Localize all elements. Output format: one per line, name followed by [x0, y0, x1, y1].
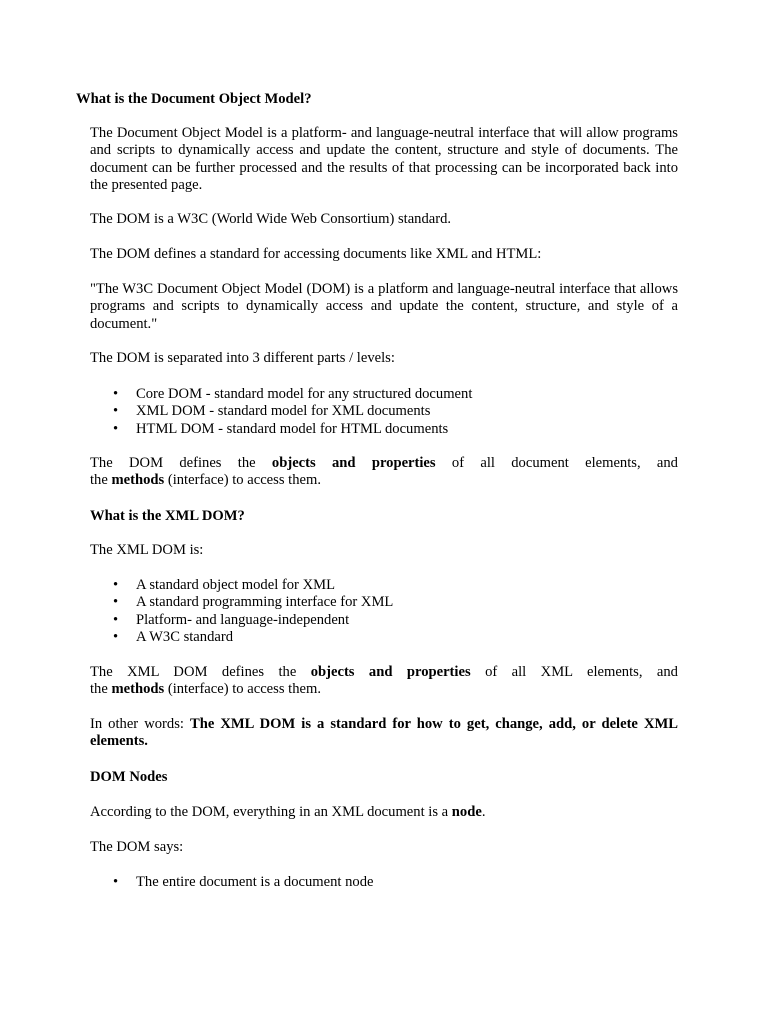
bullet-icon: •	[113, 420, 119, 437]
bullet-icon: •	[113, 403, 119, 420]
list-item: • A W3C standard	[113, 629, 234, 646]
paragraph-everything-node: According to the DOM, everything in an XML document is a node.	[90, 804, 486, 820]
list-item: • HTML DOM - standard model for HTML documents	[113, 420, 449, 437]
bullet-list-dom-nodes	[90, 874, 650, 891]
list-item: • Platform- and language-independent	[113, 611, 350, 628]
bullet-list-xml-dom	[90, 577, 650, 647]
bullet-icon: •	[113, 386, 119, 402]
paragraph-w3c-standard: The DOM is a W3C (World Wide Web Consortium) standard.	[90, 211, 452, 227]
bullet-icon: •	[113, 577, 119, 593]
paragraph-dom-objects: The DOM defines the objects and properties of all document elements, and the methods (interface) to access them.	[90, 455, 678, 489]
paragraph-dom-levels: The DOM is separated into 3 different parts / levels:	[90, 350, 395, 366]
paragraph-xml-dom-objects: The XML DOM defines the objects and properties of all XML elements, and the methods (interface) to access them.	[90, 664, 678, 698]
list-item: • A standard object model for XML	[113, 577, 335, 593]
section-heading-xml-dom: What is the XML DOM?	[90, 508, 245, 524]
list-item: • Core DOM - standard model for any structured document	[113, 386, 473, 402]
list-item: • XML DOM - standard model for XML documents	[113, 403, 431, 420]
paragraph-in-other-words: In other words: The XML DOM is a standard for how to get, change, add, or delete XML elements.	[90, 716, 678, 750]
section-heading-dom-nodes: DOM Nodes	[90, 769, 168, 785]
bullet-icon: •	[113, 594, 119, 611]
bullet-icon: •	[113, 629, 119, 646]
paragraph-dom-definition: The Document Object Model is a platform- and language-neutral interface that will allow programs and scripts to dynamically access and update the content, structure and style of documents. The document can be further processed and the results of that processing can be incorporated back into the presented page.	[90, 125, 678, 194]
list-item: • The entire document is a document node	[113, 874, 374, 890]
paragraph-w3c-quote: "The W3C Document Object Model (DOM) is a platform and language-neutral interface that allows programs and scripts to dynamically access and update the content, structure, and style of a document."	[90, 281, 678, 332]
bullet-list-dom-levels	[90, 386, 650, 438]
bullet-icon: •	[113, 611, 119, 628]
paragraph-dom-standard: The DOM defines a standard for accessing documents like XML and HTML:	[90, 246, 542, 262]
paragraph-dom-says: The DOM says:	[90, 839, 184, 855]
section-heading-dom: What is the Document Object Model?	[76, 91, 312, 107]
bullet-icon: •	[113, 874, 119, 890]
paragraph-xml-dom-is: The XML DOM is:	[90, 542, 204, 558]
list-item: • A standard programming interface for XML	[113, 594, 394, 611]
